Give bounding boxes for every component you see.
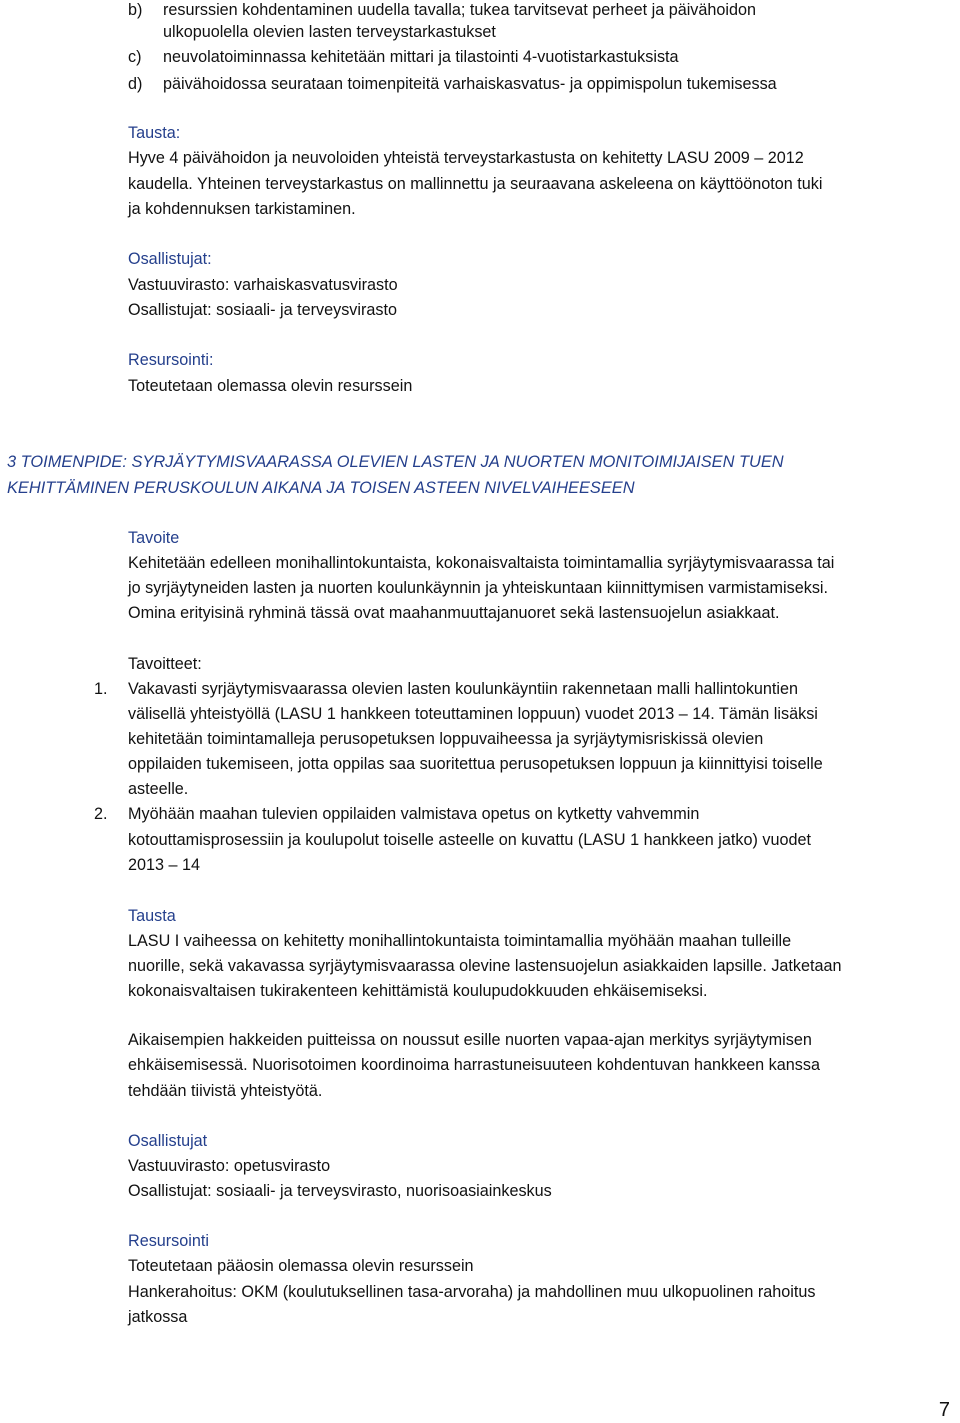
tavoitteet-item-1-line-5: asteelle. bbox=[128, 780, 189, 798]
tavoitteet-item-2-line-3: 2013 – 14 bbox=[128, 856, 201, 874]
resursointi-2-line-1: Toteutetaan pääosin olemassa olevin resurssein bbox=[128, 1257, 474, 1275]
resursointi-2-line-2: Hankerahoitus: OKM (koulutuksellinen tasa-arvoraha) ja mahdollinen muu ulkopuolinen rahoitus bbox=[128, 1283, 816, 1301]
list-item-b-line-2: ulkopuolella olevien lasten terveystarkastukset bbox=[163, 23, 496, 41]
tavoitteet-item-1-line-4: oppilaiden tukemiseen, jotta oppilas saa suoritettua perusopetuksen loppuun ja kiinnittyisi toiselle bbox=[128, 755, 823, 773]
tausta-heading: Tausta: bbox=[128, 124, 181, 142]
resursointi-heading: Resursointi: bbox=[128, 351, 214, 369]
tausta-2-para-1-line-2: nuorille, sekä vakavassa syrjäytymisvaarassa olevine lastensuojelun asiakkaiden lapsille. Jatketaan bbox=[128, 957, 842, 975]
tavoitteet-item-1-line-3: kehitetään toimintamalleja perusopetuksen loppuvaiheessa ja syrjäytymisriskissä olevien bbox=[128, 730, 764, 748]
list-marker-b: b) bbox=[128, 1, 143, 19]
tavoitteet-item-2-line-1: Myöhään maahan tulevien oppilaiden valmistava opetus on kytketty vahvemmin bbox=[128, 805, 700, 823]
tausta-2-para-2-line-3: tehdään tiivistä yhteistyötä. bbox=[128, 1082, 323, 1100]
tausta-2-para-2-line-1: Aikaisempien hakkeiden puitteissa on noussut esille nuorten vapaa-ajan merkitys syrjäytymisen bbox=[128, 1031, 812, 1049]
tavoitteet-item-2-line-2: kotouttamisprosessiin ja koulupolut toiselle asteelle on kuvattu (LASU 1 hankkeen jatko) vuodet bbox=[128, 831, 811, 849]
page-number: 7 bbox=[938, 1399, 950, 1421]
osallistujat-2-heading: Osallistujat bbox=[128, 1132, 208, 1150]
tausta-line-2: kaudella. Yhteinen terveystarkastus on mallinnettu ja seuraavana askeleena on käyttöönoton tuki bbox=[128, 175, 823, 193]
list-marker-d: d) bbox=[128, 75, 143, 93]
section-3-title-line-2: KEHITTÄMINEN PERUSKOULUN AIKANA JA TOISEN ASTEEN NIVELVAIHEESEEN bbox=[7, 479, 635, 497]
list-item-d-line-1: päivähoidossa seurataan toimenpiteitä varhaiskasvatus- ja oppimispolun tukemisessa bbox=[163, 75, 777, 93]
tausta-2-heading: Tausta bbox=[128, 907, 176, 925]
osallistujat-heading: Osallistujat: bbox=[128, 250, 212, 268]
tausta-line-1: Hyve 4 päivähoidon ja neuvoloiden yhteistä terveystarkastusta on kehitetty LASU 2009 – 2012 bbox=[128, 149, 804, 167]
osallistujat-2-line-1: Vastuuvirasto: opetusvirasto bbox=[128, 1157, 331, 1175]
tavoitteet-marker-1: 1. bbox=[94, 680, 108, 698]
osallistujat-line-1: Vastuuvirasto: varhaiskasvatusvirasto bbox=[128, 276, 398, 294]
tausta-2-para-2-line-2: ehkäisemisessä. Nuorisotoimen koordinoima harrastuneisuuteen kohdentuvan hankkeen kanssa bbox=[128, 1056, 820, 1074]
resursointi-line-1: Toteutetaan olemassa olevin resurssein bbox=[128, 377, 413, 395]
tausta-2-para-1-line-1: LASU I vaiheessa on kehitetty monihallintokuntaista toimintamallia myöhään maahan tulleille bbox=[128, 932, 792, 950]
section-3-title-line-1: 3 TOIMENPIDE: SYRJÄYTYMISVAARASSA OLEVIEN LASTEN JA NUORTEN MONITOIMIJAISEN TUEN bbox=[7, 453, 784, 471]
tavoite-line-3: Omina erityisinä ryhminä tässä ovat maahanmuuttajanuoret sekä lastensuojelun asiakkaat. bbox=[128, 604, 780, 622]
resursointi-2-line-3: jatkossa bbox=[128, 1308, 188, 1326]
tavoitteet-heading: Tavoitteet: bbox=[128, 655, 202, 673]
tavoitteet-item-1-line-2: välisellä yhteistyöllä (LASU 1 hankkeen toteuttaminen loppuun) vuodet 2013 – 14. Tämän lisäksi bbox=[128, 705, 818, 723]
tavoitteet-item-1-line-1: Vakavasti syrjäytymisvaarassa olevien lasten koulunkäyntiin rakennetaan malli hallintokuntien bbox=[128, 680, 799, 698]
list-item-c-line-1: neuvolatoiminnassa kehitetään mittari ja tilastointi 4-vuotistarkastuksista bbox=[163, 48, 679, 66]
list-item-b-line-1: resurssien kohdentaminen uudella tavalla; tukea tarvitsevat perheet ja päivähoidon bbox=[163, 1, 757, 19]
list-marker-c: c) bbox=[128, 48, 142, 66]
osallistujat-line-2: Osallistujat: sosiaali- ja terveysvirasto bbox=[128, 301, 397, 319]
resursointi-2-heading: Resursointi bbox=[128, 1232, 209, 1250]
tavoitteet-marker-2: 2. bbox=[94, 805, 108, 823]
tausta-line-3: ja kohdennuksen tarkistaminen. bbox=[128, 200, 356, 218]
osallistujat-2-line-2: Osallistujat: sosiaali- ja terveysvirasto, nuorisoasiainkeskus bbox=[128, 1182, 552, 1200]
tavoite-line-2: jo syrjäytyneiden lasten ja nuorten koulunkäynnin ja yhteiskuntaan kiinnittymisen varmistamiseksi. bbox=[128, 579, 829, 597]
tavoite-heading: Tavoite bbox=[128, 529, 180, 547]
tavoite-line-1: Kehitetään edelleen monihallintokuntaista, kokonaisvaltaista toimintamallia syrjäytymisvaarassa tai bbox=[128, 554, 835, 572]
tausta-2-para-1-line-3: kokonaisvaltaisen tukirakenteen kehittämistä koulupudokkuuden ehkäisemiseksi. bbox=[128, 982, 708, 1000]
